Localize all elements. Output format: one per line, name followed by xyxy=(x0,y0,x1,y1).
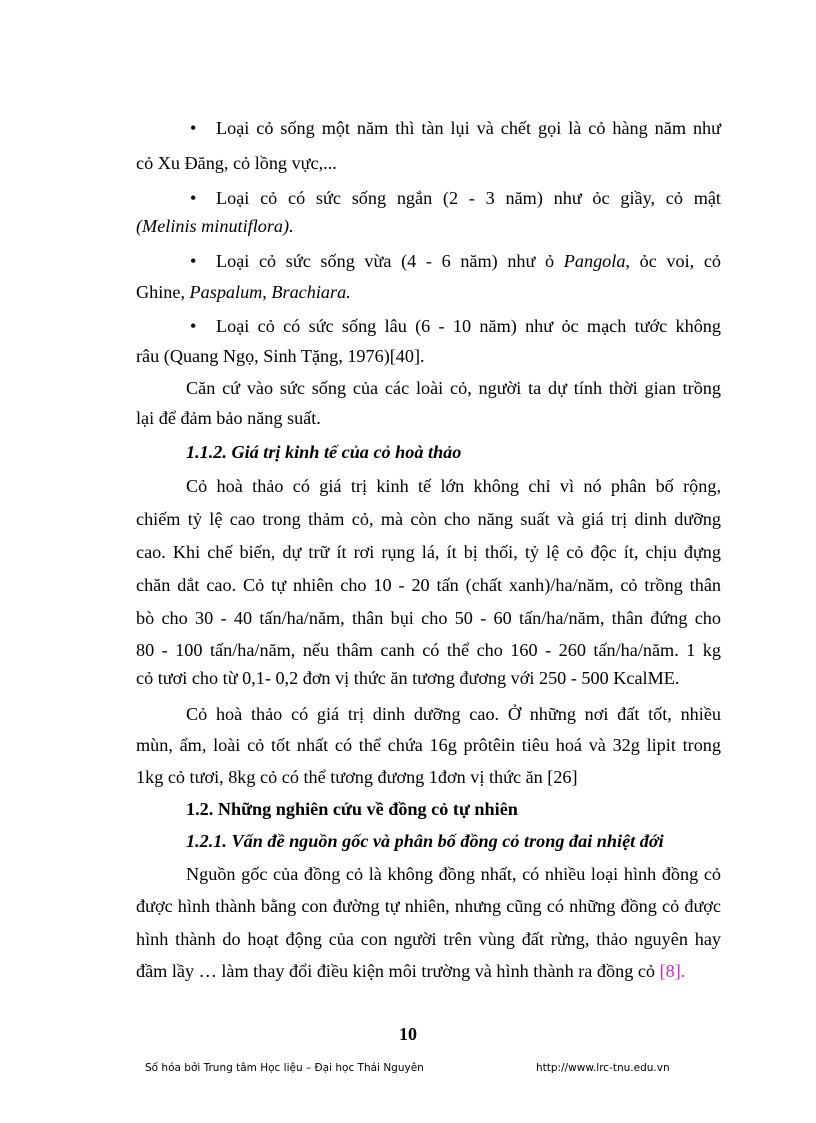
bullet-2-line-1: • Loại cỏ có sức sống ngắn (2 - 3 năm) như ỏc giầy, cỏ mật xyxy=(190,186,721,210)
para-2-line-1: Cỏ hoà thảo có giá trị kinh tế lớn không chỉ vì nó phân bố rộng, xyxy=(186,476,721,496)
bullet-3-line-2: Ghine, Paspalum, Brachiara. xyxy=(136,282,351,302)
para-3-line-1: Cỏ hoà thảo có giá trị dinh dưỡng cao. Ở những nơi đất tốt, nhiều xyxy=(186,704,721,724)
para-1-line-2: lại để đảm bảo năng suất. xyxy=(136,408,321,428)
bullet-2-line-2: (Melinis minutiflora). xyxy=(136,216,294,236)
footer-url[interactable]: http://www.lrc-tnu.edu.vn xyxy=(536,1062,670,1074)
heading-1-2-1: 1.2.1. Vấn đề nguồn gốc và phân bố đồng cỏ trong đai nhiệt đới xyxy=(186,831,664,851)
para-2-line-7: cỏ tươi cho từ 0,1- 0,2 đơn vị thức ăn tương đương với 250 - 500 KcalME. xyxy=(136,668,680,688)
para-2-line-3: cao. Khi chế biến, dự trữ ít rơi rụng lá, ít bị thối, tỷ lệ cỏ độc ít, chịu đựng xyxy=(136,542,721,562)
para-4-line-1: Nguồn gốc của đồng cỏ là không đồng nhất, có nhiều loại hình đồng cỏ xyxy=(186,864,721,884)
page-number: 10 xyxy=(399,1024,417,1044)
heading-1-1-2: 1.1.2. Giá trị kinh tế của cỏ hoà thảo xyxy=(186,442,462,462)
para-2-line-4: chăn dắt cao. Cỏ tự nhiên cho 10 - 20 tấn (chất xanh)/ha/năm, cỏ trồng thân xyxy=(136,575,721,595)
heading-1-2: 1.2. Những nghiên cứu về đồng cỏ tự nhiên xyxy=(186,799,518,819)
para-2-line-2: chiếm tỷ lệ cao trong thảm cỏ, mà còn cho năng suất và giá trị dinh dưỡng xyxy=(136,509,721,529)
bullet-4-line-1: • Loại cỏ có sức sống lâu (6 - 10 năm) như ỏc mạch tước không xyxy=(190,314,721,338)
reference-link[interactable]: [8]. xyxy=(659,961,686,981)
bullet-3-line-1: • Loại cỏ sức sống vừa (4 - 6 năm) như ỏ Pangola, ỏc voi, cỏ xyxy=(190,249,721,273)
para-1-line-1: Căn cứ vào sức sống của các loài cỏ, người ta dự tính thời gian trồng xyxy=(186,378,721,398)
bullet-4-line-2: râu (Quang Ngọ, Sinh Tặng, 1976)[40]. xyxy=(136,346,425,366)
para-2-line-5: bò cho 30 - 40 tấn/ha/năm, thân bụi cho 50 - 60 tấn/ha/năm, thân đứng cho xyxy=(136,608,721,628)
footer-source: Số hóa bởi Trung tâm Học liệu – Đại học Thái Nguyên xyxy=(145,1062,424,1074)
bullet-1-line-2: cỏ Xu Đăng, cỏ lồng vực,... xyxy=(136,153,337,173)
para-2-line-6: 80 - 100 tấn/ha/năm, nếu thâm canh có thể cho 160 - 260 tấn/ha/năm. 1 kg xyxy=(136,640,721,660)
para-3-line-2: mùn, ẩm, loài cỏ tốt nhất có thể chứa 16g prôtêin tiêu hoá và 32g lipit trong xyxy=(136,735,721,755)
para-4-line-2: được hình thành bằng con đường tự nhiên, nhưng cũng có những đồng cỏ được xyxy=(136,896,721,916)
para-3-line-3: 1kg cỏ tươi, 8kg cỏ có thể tương đương 1đơn vị thức ăn [26] xyxy=(136,767,578,787)
para-4-line-3: hình thành do hoạt động của con người trên vùng đất rừng, thảo nguyên hay xyxy=(136,929,721,949)
bullet-1-line-1: • Loại cỏ sống một năm thì tàn lụi và chết gọi là cỏ hàng năm như xyxy=(190,116,721,140)
para-4-line-4: đầm lầy … làm thay đổi điều kiện môi trường và hình thành ra đồng cỏ [8]. xyxy=(136,961,686,981)
